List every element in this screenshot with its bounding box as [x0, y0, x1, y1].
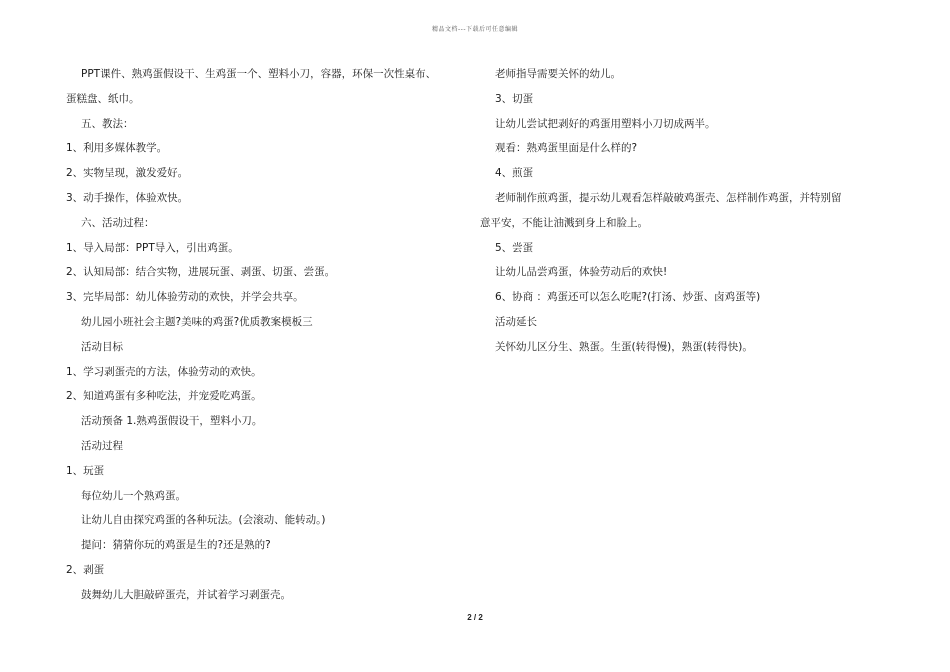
list-item: 5、尝蛋 [495, 241, 534, 254]
text-line: 老师指导需要关怀的幼儿。 [495, 68, 621, 80]
text-line: 鼓舞幼儿大胆敲碎蛋壳，并试着学习剥蛋壳。 [81, 588, 291, 601]
section-heading: 活动过程 [81, 439, 123, 452]
list-item: 2、认知局部：结合实物，进展玩蛋、剥蛋、切蛋、尝蛋。 [66, 266, 336, 279]
list-item: 3、切蛋 [495, 92, 534, 105]
list-item: 3、动手操作，体验欢快。 [66, 191, 189, 204]
text-line: 提问：猜猜你玩的鸡蛋是生的?还是熟的? [81, 539, 271, 552]
left-column [66, 62, 466, 608]
list-item: 6、协商 ：鸡蛋还可以怎么吃呢?(打汤、炒蛋、卤鸡蛋等) [495, 291, 761, 304]
text-line: 每位幼儿一个熟鸡蛋。 [81, 489, 186, 502]
section-heading: 活动目标 [81, 340, 123, 353]
text-line: 让幼儿自由探究鸡蛋的各种玩法。(会滚动、能转动。) [81, 514, 326, 527]
list-item: 1、导入局部：PPT导入，引出鸡蛋。 [66, 241, 239, 254]
text-line: 意平安，不能让油溅到身上和脸上。 [480, 216, 648, 229]
text-line: 让幼儿尝试把剥好的鸡蛋用塑料小刀切成两半。 [495, 117, 716, 130]
text-line: 观看：熟鸡蛋里面是什么样的? [495, 142, 638, 155]
section-heading: 活动延长 [495, 315, 537, 328]
list-item: 3、完毕局部：幼儿体验劳动的欢快，并学会共享。 [66, 291, 304, 304]
list-item: 2、知道鸡蛋有多种吃法，并宠爱吃鸡蛋。 [66, 390, 262, 403]
text-line: 活动预备 1.熟鸡蛋假设干，塑料小刀。 [81, 415, 263, 428]
text-line: 让幼儿品尝鸡蛋，体验劳动后的欢快! [495, 266, 668, 279]
right-column [480, 62, 890, 360]
list-item: 1、利用多媒体教学。 [66, 142, 168, 155]
page-number: 2 / 2 [467, 613, 483, 622]
text-line: 老师制作煎鸡蛋，提示幼儿观看怎样敲破鸡蛋壳、怎样制作鸡蛋，并特别留 [495, 191, 842, 204]
list-item: 2、剥蛋 [66, 563, 105, 576]
text-line: PPT课件、熟鸡蛋假设干、生鸡蛋一个、塑料小刀，容器，环保一次性桌布、 [81, 68, 437, 80]
page-header: 精品文档---下载后可任意编辑 [432, 26, 518, 33]
section-heading: 五、教法： [81, 117, 134, 130]
section-heading: 六、活动过程： [81, 216, 155, 229]
text-line: 蛋糕盘、纸巾。 [66, 92, 140, 105]
list-item: 1、学习剥蛋壳的方法，体验劳动的欢快。 [66, 365, 262, 378]
text-line: 关怀幼儿区分生、熟蛋。生蛋(转得慢)，熟蛋(转得快)。 [495, 340, 753, 353]
list-item: 1、玩蛋 [66, 464, 105, 477]
list-item: 4、煎蛋 [495, 167, 534, 180]
list-item: 2、实物呈现，激发爱好。 [66, 167, 189, 180]
document-title: 幼儿园小班社会主题?美味的鸡蛋?优质教案模板三 [81, 315, 313, 328]
